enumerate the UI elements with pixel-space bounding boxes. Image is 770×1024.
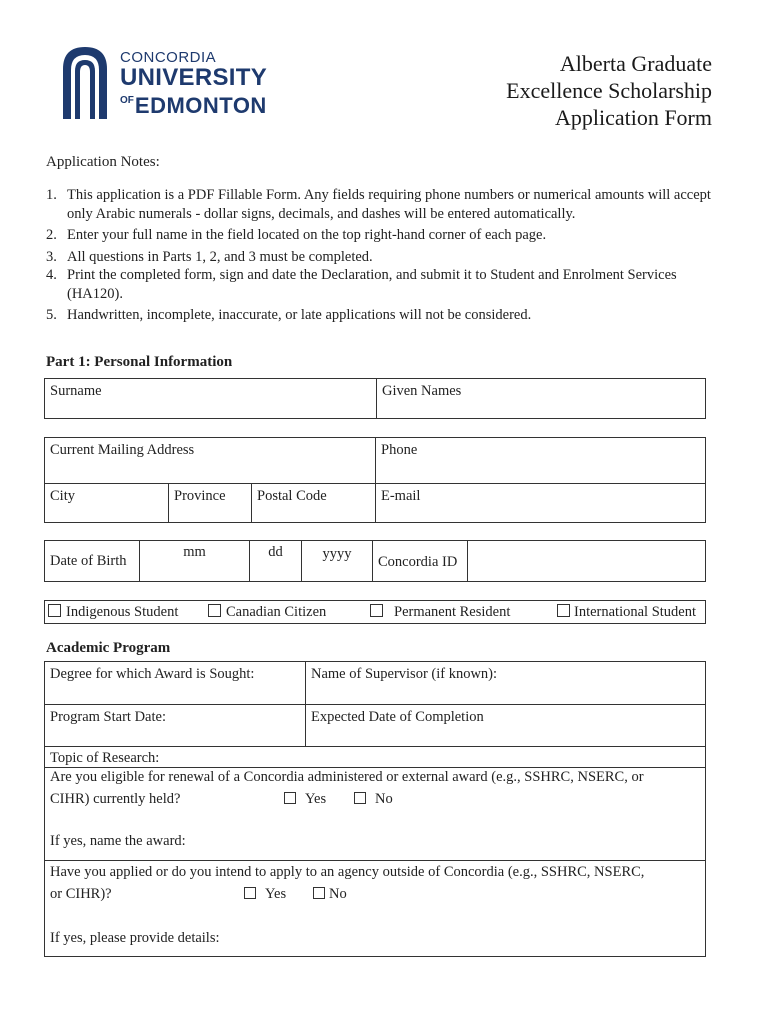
note-number: 3. — [46, 248, 57, 265]
renewal-followup-label: If yes, name the award: — [50, 833, 186, 849]
logo-line-concordia: CONCORDIA — [120, 49, 217, 66]
dob-dd-label: dd — [268, 544, 283, 560]
given-names-field[interactable] — [376, 379, 705, 418]
dob-day-field[interactable] — [249, 541, 301, 581]
title-line-2: Excellence Scholarship — [506, 78, 712, 103]
dob-yyyy-label: yyyy — [322, 546, 352, 562]
note-item — [46, 266, 726, 303]
renewal-yes-option[interactable] — [284, 791, 326, 808]
renewal-question-line2: CIHR) currently held? — [50, 791, 181, 807]
renewal-followup-field[interactable] — [50, 833, 186, 850]
dob-label-cell — [45, 541, 139, 581]
indigenous-checkbox[interactable] — [48, 604, 61, 617]
note-number: 2. — [46, 227, 57, 243]
topic-label: Topic of Research: — [50, 750, 160, 766]
agency-yes-label: Yes — [265, 886, 287, 902]
note-item — [46, 226, 726, 245]
title-line-3: Application Form — [554, 105, 712, 130]
agency-no-option[interactable] — [313, 886, 347, 903]
canadian-option[interactable] — [208, 604, 326, 621]
dob-label: Date of Birth — [50, 553, 127, 569]
logo-edmonton: EDMONTON — [134, 93, 267, 118]
canadian-checkbox[interactable] — [208, 604, 221, 617]
renewal-question-line1: Are you eligible for renewal of a Concordia administered or external award (e.g., SSHRC, NSERC, or — [50, 769, 644, 785]
agency-question-line2: or CIHR)? — [50, 886, 112, 902]
note-text: Handwritten, incomplete, inaccurate, or late applications will not be considered. — [67, 307, 532, 323]
note-number: 1. — [46, 187, 57, 203]
start-date-field[interactable] — [45, 705, 305, 746]
note-item — [46, 248, 726, 267]
note-text: This application is a PDF Fillable Form. Any fields requiring phone numbers or numerical amounts will accept only Arabic numerals - dollar signs, decimals, and dashes will be entered automatically. — [67, 187, 711, 222]
international-checkbox[interactable] — [557, 604, 570, 617]
supervisor-field[interactable] — [305, 662, 705, 704]
agency-yes-checkbox[interactable] — [244, 887, 256, 899]
university-logo — [60, 43, 280, 123]
renewal-no-option[interactable] — [354, 791, 393, 808]
topic-field[interactable] — [45, 747, 705, 767]
dob-month-field[interactable] — [139, 541, 249, 581]
academic-box — [44, 661, 706, 957]
completion-label: Expected Date of Completion — [311, 709, 484, 725]
notes-list — [46, 186, 726, 328]
agency-yes-option[interactable] — [244, 886, 286, 903]
permanent-checkbox[interactable] — [370, 604, 383, 617]
email-label: E-mail — [381, 488, 421, 504]
permanent-label: Permanent Resident — [394, 604, 511, 620]
degree-field[interactable] — [45, 662, 305, 704]
note-text: Enter your full name in the field located on the top right-hand corner of each page. — [67, 227, 547, 243]
given-names-label: Given Names — [382, 383, 462, 399]
international-option[interactable] — [557, 604, 696, 621]
topic-row — [45, 746, 705, 767]
dob-id-box — [44, 540, 706, 582]
logo-of: OF — [120, 95, 134, 106]
arch-logo-icon — [60, 43, 110, 121]
completion-date-field[interactable] — [305, 705, 705, 746]
indigenous-option[interactable] — [48, 604, 178, 621]
canadian-label: Canadian Citizen — [226, 604, 327, 620]
logo-line-university: UNIVERSITY — [120, 64, 268, 91]
province-field[interactable] — [168, 484, 251, 522]
city-field[interactable] — [45, 484, 168, 522]
agency-no-label: No — [329, 886, 347, 902]
form-title — [506, 50, 712, 131]
agency-followup-label: If yes, please provide details: — [50, 930, 220, 946]
postal-code-field[interactable] — [251, 484, 375, 522]
address-row — [45, 438, 705, 483]
indigenous-label: Indigenous Student — [66, 604, 179, 620]
dob-mm-label: mm — [183, 544, 206, 560]
part1-heading: Part 1: Personal Information — [46, 354, 233, 370]
concordia-id-field[interactable] — [467, 541, 705, 581]
note-text: All questions in Parts 1, 2, and 3 must be completed. — [67, 248, 373, 265]
agency-question-line1: Have you applied or do you intend to apply to an agency outside of Concordia (e.g., SSHRC, NSERC, — [50, 864, 645, 880]
province-label: Province — [174, 488, 226, 504]
city-label: City — [50, 488, 75, 504]
start-date-label: Program Start Date: — [50, 709, 166, 725]
agency-row — [45, 860, 705, 956]
mailing-address-field[interactable] — [45, 438, 375, 483]
note-item — [46, 306, 726, 325]
address-fields-box — [44, 437, 706, 523]
degree-label: Degree for which Award is Sought: — [50, 666, 255, 682]
logo-wordmark — [120, 49, 267, 120]
concordia-id-label: Concordia ID — [378, 554, 458, 570]
degree-row — [45, 662, 705, 704]
notes-heading: Application Notes: — [46, 154, 160, 170]
dates-row — [45, 704, 705, 746]
renewal-no-checkbox[interactable] — [354, 792, 366, 804]
city-row — [45, 483, 705, 522]
mailing-address-label: Current Mailing Address — [50, 442, 195, 458]
phone-label: Phone — [381, 442, 418, 458]
agency-followup-field[interactable] — [50, 930, 220, 947]
postal-code-label: Postal Code — [257, 488, 327, 504]
surname-field[interactable] — [45, 379, 376, 418]
name-fields-box — [44, 378, 706, 419]
supervisor-label: Name of Supervisor (if known): — [311, 666, 498, 682]
academic-heading: Academic Program — [46, 640, 171, 656]
agency-no-checkbox[interactable] — [313, 887, 325, 899]
note-number: 5. — [46, 307, 57, 323]
concordia-id-label-cell — [372, 541, 467, 581]
surname-label: Surname — [50, 383, 102, 399]
renewal-yes-label: Yes — [305, 791, 327, 807]
note-text: Print the completed form, sign and date the Declaration, and submit it to Student and Enrolment Services (HA120). — [67, 267, 677, 302]
logo-line-edmonton — [120, 90, 267, 120]
status-checkbox-row — [44, 600, 706, 624]
renewal-no-label: No — [375, 791, 393, 807]
note-item — [46, 186, 726, 223]
renewal-row — [45, 767, 705, 860]
permanent-option[interactable] — [370, 604, 510, 621]
phone-field[interactable] — [375, 438, 705, 483]
renewal-yes-checkbox[interactable] — [284, 792, 296, 804]
international-label: International Student — [574, 604, 697, 620]
note-number: 4. — [46, 267, 57, 283]
email-field[interactable] — [375, 484, 705, 522]
dob-year-field[interactable] — [301, 541, 372, 581]
title-line-1: Alberta Graduate — [559, 51, 712, 76]
